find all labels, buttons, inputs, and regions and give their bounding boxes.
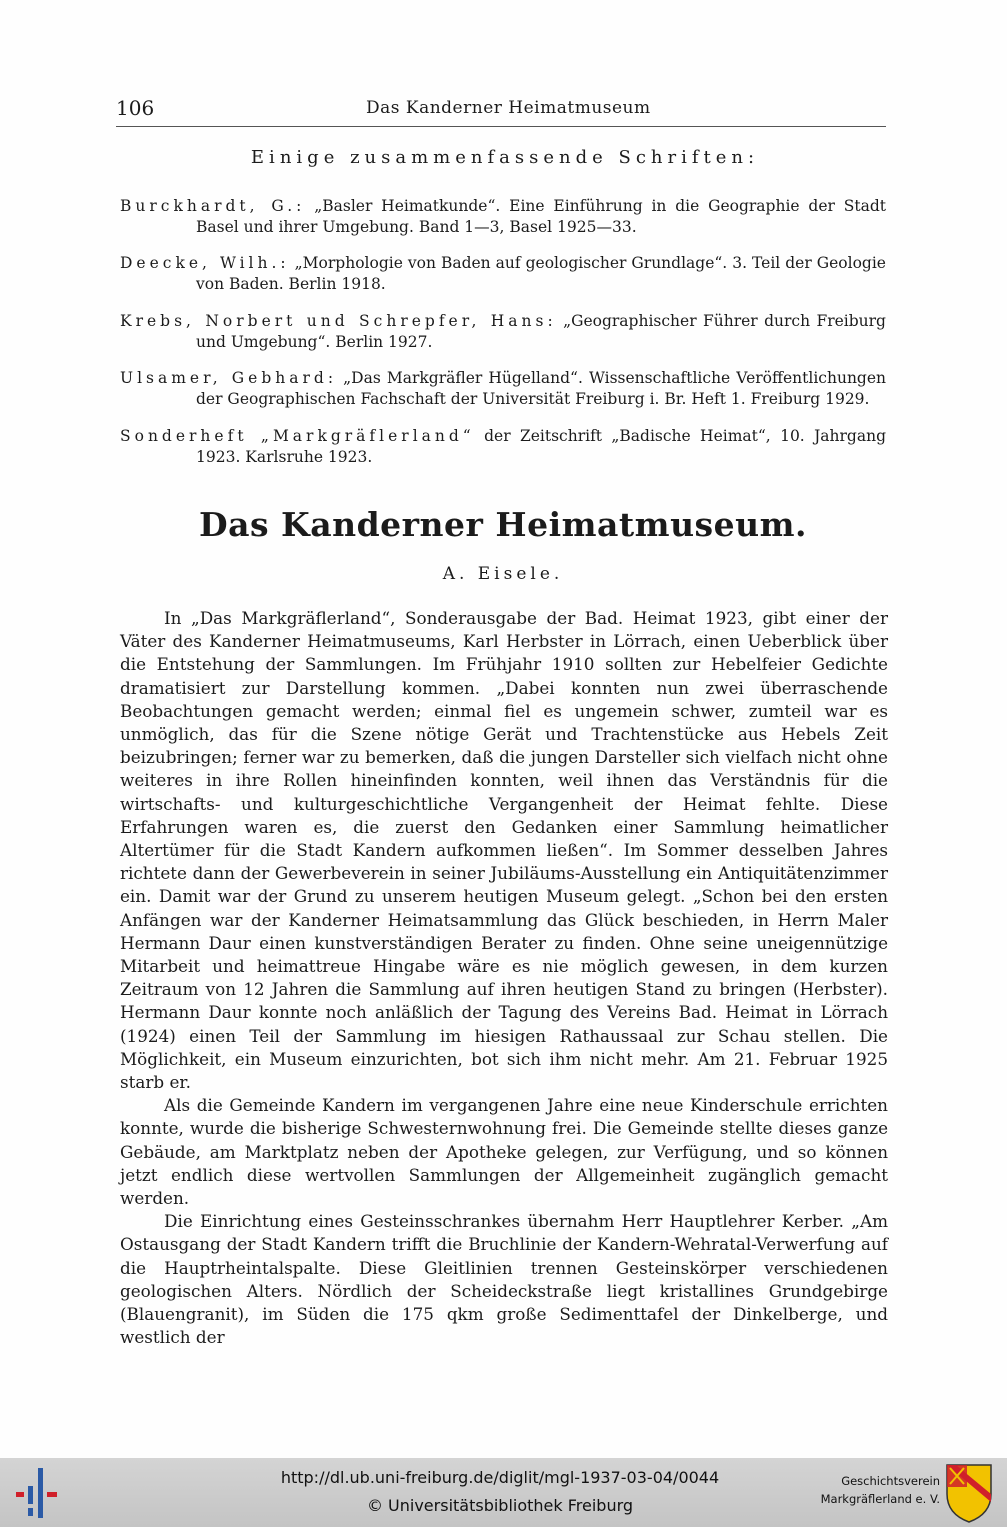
page-number: 106 (116, 96, 155, 120)
footer-url[interactable]: http://dl.ub.uni-freiburg.de/diglit/mgl-1937-03-04/0044 (280, 1468, 720, 1487)
bibliography-text: „Morphologie von Baden auf geologischer Grundlage“. 3. Teil der Geologie von Baden. Berlin 1918. (196, 254, 886, 293)
footer-organization (800, 1472, 940, 1508)
running-title: Das Kanderner Heimatmuseum (366, 98, 651, 118)
bibliography-author: Burckhardt, G.: (120, 196, 306, 215)
bibliography-entry (120, 368, 886, 410)
header-rule (116, 126, 886, 127)
footer-bar (0, 1458, 1007, 1527)
bibliography-author: Sonderheft „Markgräflerland“ (120, 426, 475, 445)
article-title: Das Kanderner Heimatmuseum. (198, 505, 808, 544)
bibliography-text: „Geographischer Führer durch Freiburg und Umgebung“. Berlin 1927. (196, 311, 886, 351)
bibliography-author: Krebs, Norbert und Schrepfer, Hans: (120, 311, 557, 330)
bibliography-entry (120, 426, 886, 468)
body-paragraph: Die Einrichtung eines Gesteinsschrankes übernahm Herr Hauptlehrer Kerber. „Am Ostausgang der Stadt Kandern trifft die Bruchlinie der Kandern-Wehratal-Verwerfung auf die Hauptrheintalspalte. Diese Gleitlinien trennen Gesteinskörper verschiedenen geologischen Alters. Nördlich der Scheideckstraße liegt kristallines Grundgebirge (Blauengranit), im Süden die 175 qkm große Sedimenttafel der Dinkelberge, und westlich der (120, 1211, 888, 1348)
bibliography-heading: Einige zusammenfassende Schriften: (250, 147, 760, 168)
footer-copyright: © Universitätsbibliothek Freiburg (366, 1496, 634, 1515)
body-paragraph: Als die Gemeinde Kandern im vergangenen Jahre eine neue Kinderschule errichten konnte, wurde die bisherige Schwesternwohnung frei. Die Gemeinde stellte dieses ganze Gebäude, am Marktplatz neben der Apotheke gelegen, zur Verfügung, und so können jetzt endlich diese wertvollen Sammlungen der Allgemeinheit zugänglich gemacht werden. (120, 1095, 888, 1209)
footer-org-line: Geschichtsverein (841, 1474, 940, 1488)
body-paragraph: In „Das Markgräflerland“, Sonderausgabe der Bad. Heimat 1923, gibt einer der Väter des Kanderner Heimatmuseums, Karl Herbster in Lörrach, einen Ueberblick über die Entstehung der Sammlungen. Im Frühjahr 1910 sollten zur Hebelfeier Gedichte dramatisiert zur Darstellung kommen. „Dabei konnten nun zwei überraschende Beobachtungen gemacht werden; einmal fiel es ungemein schwer, zumteil war es unmöglich, das für die Szene nötige Gerät und Trachtenstücke aus Hebels Zeit beizubringen; ferner war zu bemerken, daß die jungen Darsteller sich vielfach nicht ohne weiteres in ihre Rollen hineinfinden konnten, weil ihnen das Verständnis für die wirtschafts- und kulturgeschichtliche Vergangenheit der Heimat fehlte. Diese Erfahrungen waren es, die zuerst den Gedanken einer Sammlung heimatlicher Altertümer für die Stadt Kandern aufkommen ließen“. Im Sommer desselben Jahres richtete dann der Gewerbeverein in seiner Jubiläums-Ausstellung ein Antiquitätenzimmer ein. Damit war der Grund zu unserem heutigen Museum gelegt. „Schon bei den ersten Anfängen war der Kanderner Heimatsammlung das Glück beschieden, in Herrn Maler Hermann Daur einen kunstverständigen Berater zu finden. Ohne seine uneigennützige Mitarbeit und heimattreue Hingabe wäre es nie möglich gewesen, in dem kurzen Zeitraum von 12 Jahren die Sammlung auf ihren heutigen Stand zu bringen (Herbster). Hermann Daur konnte noch anläßlich der Tagung des Vereins Bad. Heimat in Lörrach (1924) einen Teil der Sammlung im hiesigen Rathaussaal zur Schau stellen. Die Möglichkeit, ein Museum einzurichten, bot sich ihm nicht mehr. Am 21. Februar 1925 starb er. (120, 608, 888, 1093)
digital-library-logo-icon (14, 1464, 66, 1522)
bibliography-entry (120, 311, 886, 353)
bibliography-text: der Zeitschrift „Badische Heimat“, 10. Jahrgang 1923. Karlsruhe 1923. (196, 426, 886, 466)
article-body (120, 607, 888, 1350)
bibliography-text: „Das Markgräfler Hügelland“. Wissenschaftliche Veröffentlichungen der Geographischen Fachschaft der Universität Freiburg i. Br. Heft 1. Freiburg 1929. (196, 369, 887, 408)
footer-org-line: Markgräflerland e. V. (820, 1492, 940, 1506)
bibliography-author: Ulsamer, Gebhard: (120, 369, 338, 387)
running-head (116, 92, 886, 128)
coat-of-arms-icon (944, 1462, 994, 1524)
article-author: A. Eisele. (442, 564, 564, 584)
bibliography-entry (120, 196, 886, 238)
bibliography-author: Deecke, Wilh.: (120, 254, 290, 272)
bibliography-list (120, 180, 886, 480)
bibliography-text: „Basler Heimatkunde“. Eine Einführung in die Geographie der Stadt Basel und ihrer Umgebung. Band 1—3, Basel 1925—33. (196, 196, 886, 236)
bibliography-entry (120, 253, 886, 295)
